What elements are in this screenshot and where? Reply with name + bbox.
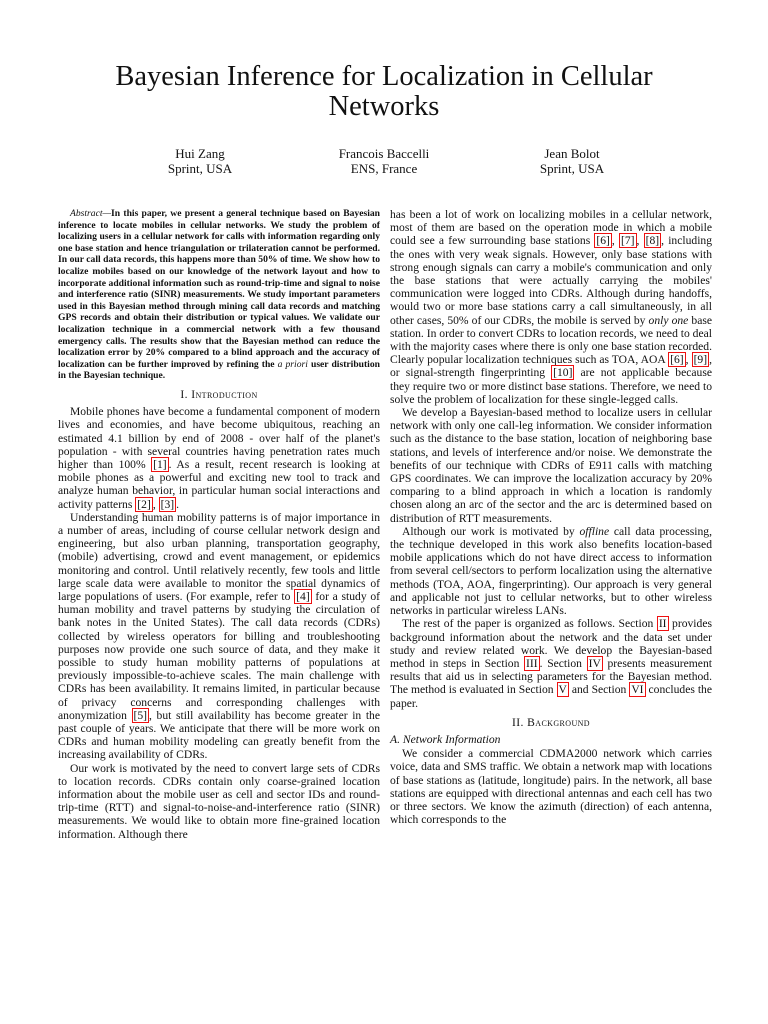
subsection-heading: A. Network Information xyxy=(390,732,501,746)
paragraph: Mobile phones have become a fundamental component of modern lives and economies, and have become ubiquitous, reaching an estimated 4.1 billion by end of 2008 - over half of the planet's population - with several countries having penetration rates much higher than 100% [1] . As a result, recent research is looking at mobile phones as a powerful and exciting new tool to track and analyze human behavior, in particular human social interactions and activity patterns [2] , [3] . xyxy=(58,405,380,511)
author-affiliation: ENS, France xyxy=(350,161,418,176)
paper-title: Bayesian Inference for Localization in Cellular Networks xyxy=(115,61,653,122)
paragraph: The rest of the paper is organized as follows. Section II provides background information about the network and the data set under study and review related work. We develop the Bayesian-based method in steps in Section III . Section IV presents measurement results that aid us in selecting parameters for the Bayesian method. The method is evaluated in Section V and Section VI concludes the paper. xyxy=(390,617,712,710)
author-name: Hui Zang xyxy=(175,146,225,161)
citation-link[interactable]: [10] xyxy=(553,366,573,380)
citation-link[interactable]: [4] xyxy=(296,589,310,603)
author-1 xyxy=(130,146,270,176)
author-affiliation: Sprint, USA xyxy=(539,161,605,176)
section-heading-introduction: I. Introduction xyxy=(180,387,258,401)
paragraph: Understanding human mobility patterns is of major importance in a number of areas, including of course cellular network design and engineering, but also urban planning, transportation geography, (mobile) advertising, crowd and event management, or epidemics monitoring and control. Until relatively recently, few tools and little large scale data were available to monitor the spatial dynamics of large populations of users. (For example, refer to [4] for a study of human mobility and travel patterns by studying the circulation of bank notes in the United States). The call data records (CDRs) collected by wireless operators for billing and troubleshooting purposes now provide one such source of data, and they make it possible to study human mobility patterns of populations at previously impossible-to-achieve scales. The main challenge with CDRs has been availability. It remains limited, in particular because of privacy concerns and corresponding challenges with anonymization [5] , but still availability has become greater in the past couple of years. We anticipate that there will be more work on CDRs and human mobility modeling can greatly benefit from the increasing availability of CDRs. xyxy=(58,510,380,762)
section-link[interactable]: V xyxy=(558,683,567,697)
author-2 xyxy=(314,146,454,176)
section-link[interactable]: IV xyxy=(588,656,601,670)
citation-link[interactable]: [3] xyxy=(160,497,175,511)
section-heading-background: II. Background xyxy=(512,715,590,729)
paragraph: Our work is motivated by the need to convert large sets of CDRs to location records. CDRs contain only coarse-grained location information about the mobile user as cell and sector IDs and round-trip-time (RTT) and signal-to-noise-and-interference ratio (SINR) measurements. We would like to obtain more fine-grained location information. Although there xyxy=(58,761,380,841)
author-affiliation: Sprint, USA xyxy=(167,161,233,176)
right-column xyxy=(390,208,712,826)
citation-link[interactable]: [8] xyxy=(645,234,660,248)
section-link[interactable]: III xyxy=(526,656,538,670)
citation-link[interactable]: [9] xyxy=(693,353,708,367)
citation-link[interactable]: [2] xyxy=(137,497,151,511)
citation-link[interactable]: [1] xyxy=(153,457,167,471)
section-link[interactable]: VI xyxy=(631,683,644,697)
paragraph: We consider a commercial CDMA2000 network which carries voice, data and SMS traffic. We obtain a network map with locations of base stations as (latitude, longitude) pairs. In the network, all base stations are equipped with directional antennas and each cell has two or three sectors. We know the azimuth (direction) of each antenna, which corresponds to the xyxy=(390,747,712,827)
abstract: Abstract—In this paper, we present a general technique based on Bayesian inference to locate mobiles in cellular networks. We study the problem of localizing users in a cellular network for calls with information regarding only one base station and hence triangulation or trilateration cannot be performed. In our call data records, this happens more than 50% of time. We show how to localize mobiles based on our knowledge of the network layout and how to incorporate additional information such as round-trip-time and signal to noise and interference ratio (SINR) measurements. We study important parameters used in this Bayesian method through mining call data records and matching GPS records and obtain their distribution or typical values. We validate our localization technique in a commercial network with a few thousand emergency calls. The results show that the Bayesian method can reduce the localization error by 20% compared to a blind approach and the accuracy of localization can be further improved by refining the a priori user distribution in the Bayesian technique. xyxy=(58,208,380,382)
author-name: Francois Baccelli xyxy=(338,146,430,161)
citation-link[interactable]: [6] xyxy=(670,353,684,367)
author-name: Jean Bolot xyxy=(544,146,600,161)
abstract-label: Abstract xyxy=(70,208,103,219)
citation-link[interactable]: [5] xyxy=(133,708,148,722)
left-column xyxy=(58,208,380,841)
section-link[interactable]: II xyxy=(658,617,667,631)
citation-link[interactable]: [7] xyxy=(621,234,635,248)
paragraph: Although our work is motivated by offline call data processing, the technique developed in this work also benefits location-based mobile applications which do not have direct access to information from several cell/sectors to perform localization using the alternative methods (TOA, AOA, fingerprinting). Our approach is very general and applicable not just to cellular networks, but to other wireless networks in particular wireless LANs. xyxy=(390,524,712,618)
paragraph: has been a lot of work on localizing mobiles in a cellular network, most of them are based on the operation mode in which a mobile could see a few surrounding base stations [6] , [7] , [8] , including the ones with very weak signals. However, only base stations with strong enough signals can carry a mobile's communication and only the base stations that were actually carrying the mobiles' communication were logged into CDRs. Although during handoffs, would two or more base stations carry a call simultaneously, in all other cases, 50% of our CDRs, the mobile is served by only one base station. In order to convert CDRs to location records, we need to deal with the majority cases where there is only one base station recorded. Clearly popular localization techniques such as TOA, AOA [6] , [9] , or signal-strength fingerprinting [10] are not applicable because they require two or more distinct base stations. Therefore, we need to solve the problem of localization for these single-legged calls. xyxy=(390,208,713,406)
paragraph: We develop a Bayesian-based method to localize users in cellular network with only one call-leg information. We consider information such as the distance to the base station, location of neighboring base stations, and levels of interference and/or noise. We demonstrate the benefits of our technique with CDRs of E911 calls with matching GPS coordinates. We can improve the localization accuracy by 20% comparing to a blind approach in which a location is randomly chosen along an arc of the sector and the arc is determined based on distribution of RTT measurements. xyxy=(390,406,712,525)
author-3 xyxy=(502,146,642,176)
citation-link[interactable]: [6] xyxy=(596,234,610,248)
